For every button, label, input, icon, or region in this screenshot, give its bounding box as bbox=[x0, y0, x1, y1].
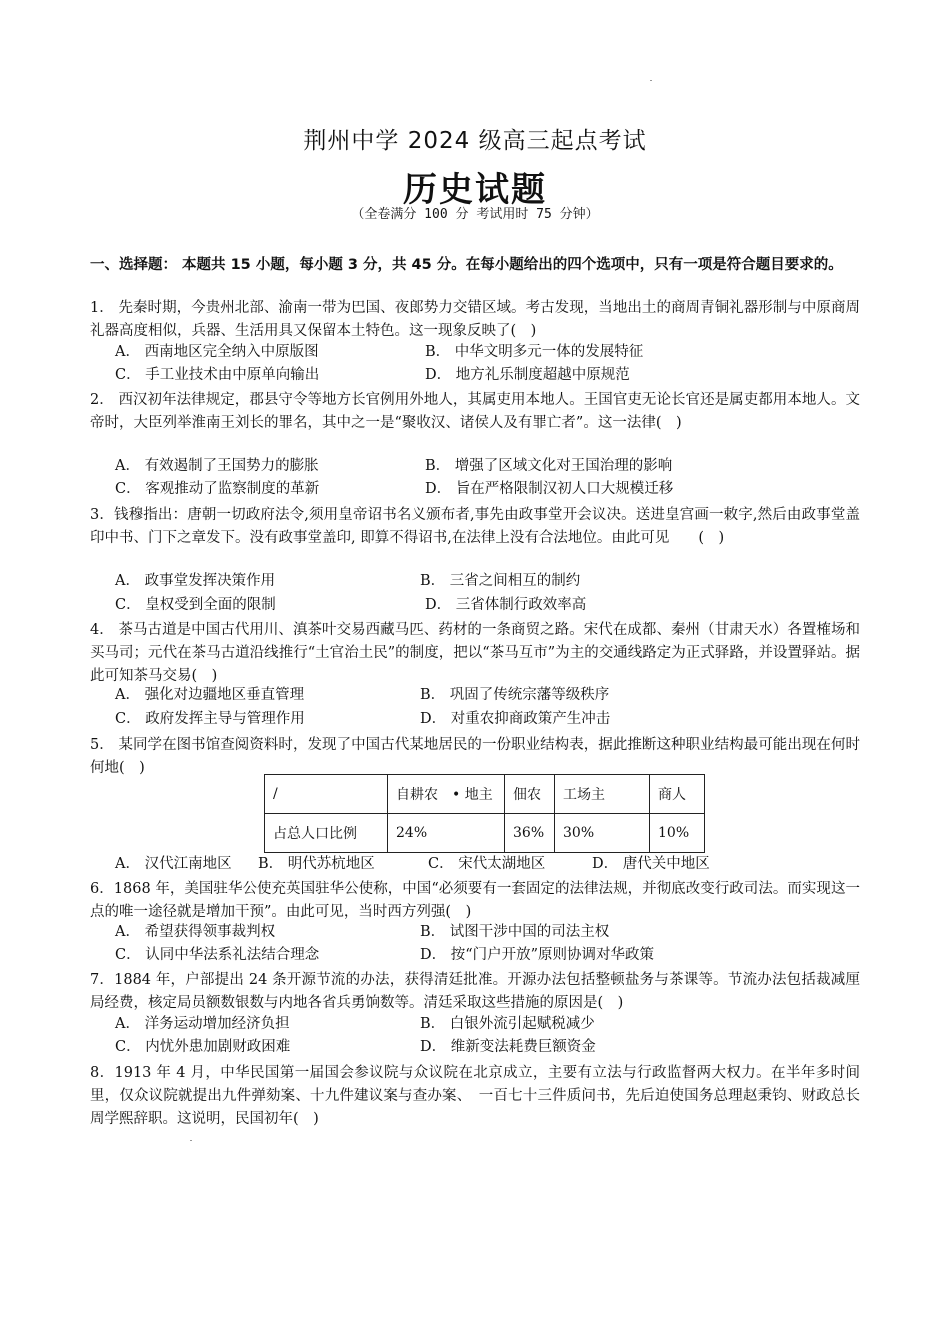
q3-option-c: C． 皇权受到全面的限制 bbox=[115, 597, 276, 613]
q3-option-d: D． 三省体制行政效率高 bbox=[425, 597, 587, 613]
table-header-cell: 佃农 bbox=[505, 775, 555, 814]
question-4-stem: 4． 茶马古道是中国古代用川、滇茶叶交易西藏马匹、药材的一条商贸之路。宋代在成都、秦州（甘肃天水）各置榷场和买马司；元代在茶马古道沿线推行“土官治土民”的制度，把以“茶马互市”为主的交通线路定为正式驿路，并设置驿站。据此可知茶马交易( ) bbox=[90, 622, 860, 684]
table-cell: 24% bbox=[388, 814, 505, 853]
q4-option-a: A． 强化对边疆地区垂直管理 bbox=[115, 687, 305, 703]
question-7-stem: 7．1884 年，户部提出 24 条开源节流的办法，获得清廷批准。开源办法包括整顿盐务与茶课等。节流办法包括裁减厘局经费，核定局员额数银数与内地各省兵勇饷数等。清廷采取这些措施的原因是( ) bbox=[90, 972, 860, 1011]
q6-option-b: B． 试图干涉中国的司法主权 bbox=[420, 924, 610, 940]
q1-option-a: A． 西南地区完全纳入中原版图 bbox=[115, 344, 319, 360]
table-header-cell: 商人 bbox=[650, 775, 705, 814]
q5-option-a: A． 汉代江南地区 bbox=[115, 856, 232, 872]
q4-option-c: C． 政府发挥主导与管理作用 bbox=[115, 711, 305, 727]
q1-option-c: C． 手工业技术由中原单向输出 bbox=[115, 367, 320, 383]
question-6-stem: 6．1868 年，美国驻华公使充英国驻华公使称，中国“必须要有一套固定的法律法规，并彻底改变行政司法。而实现这一点的唯一途径就是增加干预”。由此可见，当时西方列强( ) bbox=[90, 881, 860, 920]
q2-option-b: B． 增强了区域文化对王国治理的影响 bbox=[425, 458, 673, 474]
scan-speck bbox=[190, 1140, 192, 1141]
q7-option-c: C． 内忧外患加剧财政困难 bbox=[115, 1039, 291, 1055]
q6-option-a: A． 希望获得领事裁判权 bbox=[115, 924, 276, 940]
occupation-table bbox=[264, 774, 705, 853]
q2-option-a: A． 有效遏制了王国势力的膨胀 bbox=[115, 458, 319, 474]
q1-option-d: D． 地方礼乐制度超越中原规范 bbox=[425, 367, 630, 383]
q4-option-d: D． 对重农抑商政策产生冲击 bbox=[420, 711, 611, 727]
table-header-row bbox=[265, 775, 705, 814]
q2-option-d: D． 旨在严格限制汉初人口大规模迁移 bbox=[425, 481, 674, 497]
scan-speck bbox=[650, 80, 652, 81]
q7-option-d: D． 维新变法耗费巨额资金 bbox=[420, 1039, 596, 1055]
section-instructions: 一、选择题： 本题共 15 小题，每小题 3 分，共 45 分。在每小题给出的四个选项中，只有一项是符合题目要求的。 bbox=[90, 257, 843, 273]
q5-option-c: C． 宋代太湖地区 bbox=[428, 856, 546, 872]
q5-option-d: D． 唐代关中地区 bbox=[592, 856, 710, 872]
q6-option-c: C． 认同中华法系礼法结合理念 bbox=[115, 947, 320, 963]
exam-title: 荆州中学 2024 级高三起点考试 bbox=[303, 128, 647, 154]
table-cell: 36% bbox=[505, 814, 555, 853]
q4-option-b: B． 巩固了传统宗藩等级秩序 bbox=[420, 687, 610, 703]
q3-option-b: B． 三省之间相互的制约 bbox=[420, 573, 581, 589]
q7-option-b: B． 白银外流引起赋税减少 bbox=[420, 1016, 595, 1032]
table-header-cell: 自耕农 • 地主 bbox=[388, 775, 505, 814]
question-3-stem: 3．钱穆指出：唐朝一切政府法令,须用皇帝诏书名义颁布者,事先由政事堂开会议决。送进皇宫画一敕字,然后由政事堂盖印中书、门下之章发下。没有政事堂盖印, 即算不得诏书,在法律上没有合法地位。由此可见 ( ) bbox=[90, 507, 860, 546]
table-cell: 30% bbox=[555, 814, 650, 853]
q1-option-b: B． 中华文明多元一体的发展特征 bbox=[425, 344, 644, 360]
question-1-stem: 1． 先秦时期，今贵州北部、渝南一带为巴国、夜郎势力交错区域。考古发现，当地出土的商周青铜礼器形制与中原商周礼器高度相似，兵器、生活用具又保留本土特色。这一现象反映了( ) bbox=[90, 300, 860, 339]
table-header-cell: / bbox=[265, 775, 388, 814]
table-row bbox=[265, 814, 705, 853]
q2-option-c: C． 客观推动了监察制度的革新 bbox=[115, 481, 320, 497]
table-cell: 10% bbox=[650, 814, 705, 853]
question-8-stem: 8．1913 年 4 月，中华民国第一届国会参议院与众议院在北京成立，主要有立法与行政监督两大权力。在半年多时间里，仅众议院就提出九件弹劾案、十九件建议案与查办案、 一百七十三件质问书，先后迫使国务总理赵秉钧、财政总长周学熙辞职。这说明，民国初年( ) bbox=[90, 1065, 860, 1127]
q5-option-b: B． 明代苏杭地区 bbox=[258, 856, 375, 872]
table-cell: 占总人口比例 bbox=[265, 814, 388, 853]
question-5-stem: 5． 某同学在图书馆查阅资料时，发现了中国古代某地居民的一份职业结构表，据此推断这种职业结构最可能出现在何时何地( ) bbox=[90, 737, 860, 776]
question-2-stem: 2． 西汉初年法律规定，郡县守令等地方长官例用外地人，其属吏用本地人。王国官吏无论长官还是属吏都用本地人。文帝时，大臣列举淮南王刘长的罪名，其中之一是“聚收汉、诸侯人及有罪亡者”。这一法律( ) bbox=[90, 392, 860, 431]
q3-option-a: A． 政事堂发挥决策作用 bbox=[115, 573, 276, 589]
q6-option-d: D． 按“门户开放”原则协调对华政策 bbox=[420, 947, 655, 963]
exam-note: （全卷满分 100 分 考试用时 75 分钟） bbox=[351, 207, 599, 222]
q7-option-a: A． 洋务运动增加经济负担 bbox=[115, 1016, 290, 1032]
table-header-cell: 工场主 bbox=[555, 775, 650, 814]
subject-title: 历史试题 bbox=[403, 170, 547, 210]
